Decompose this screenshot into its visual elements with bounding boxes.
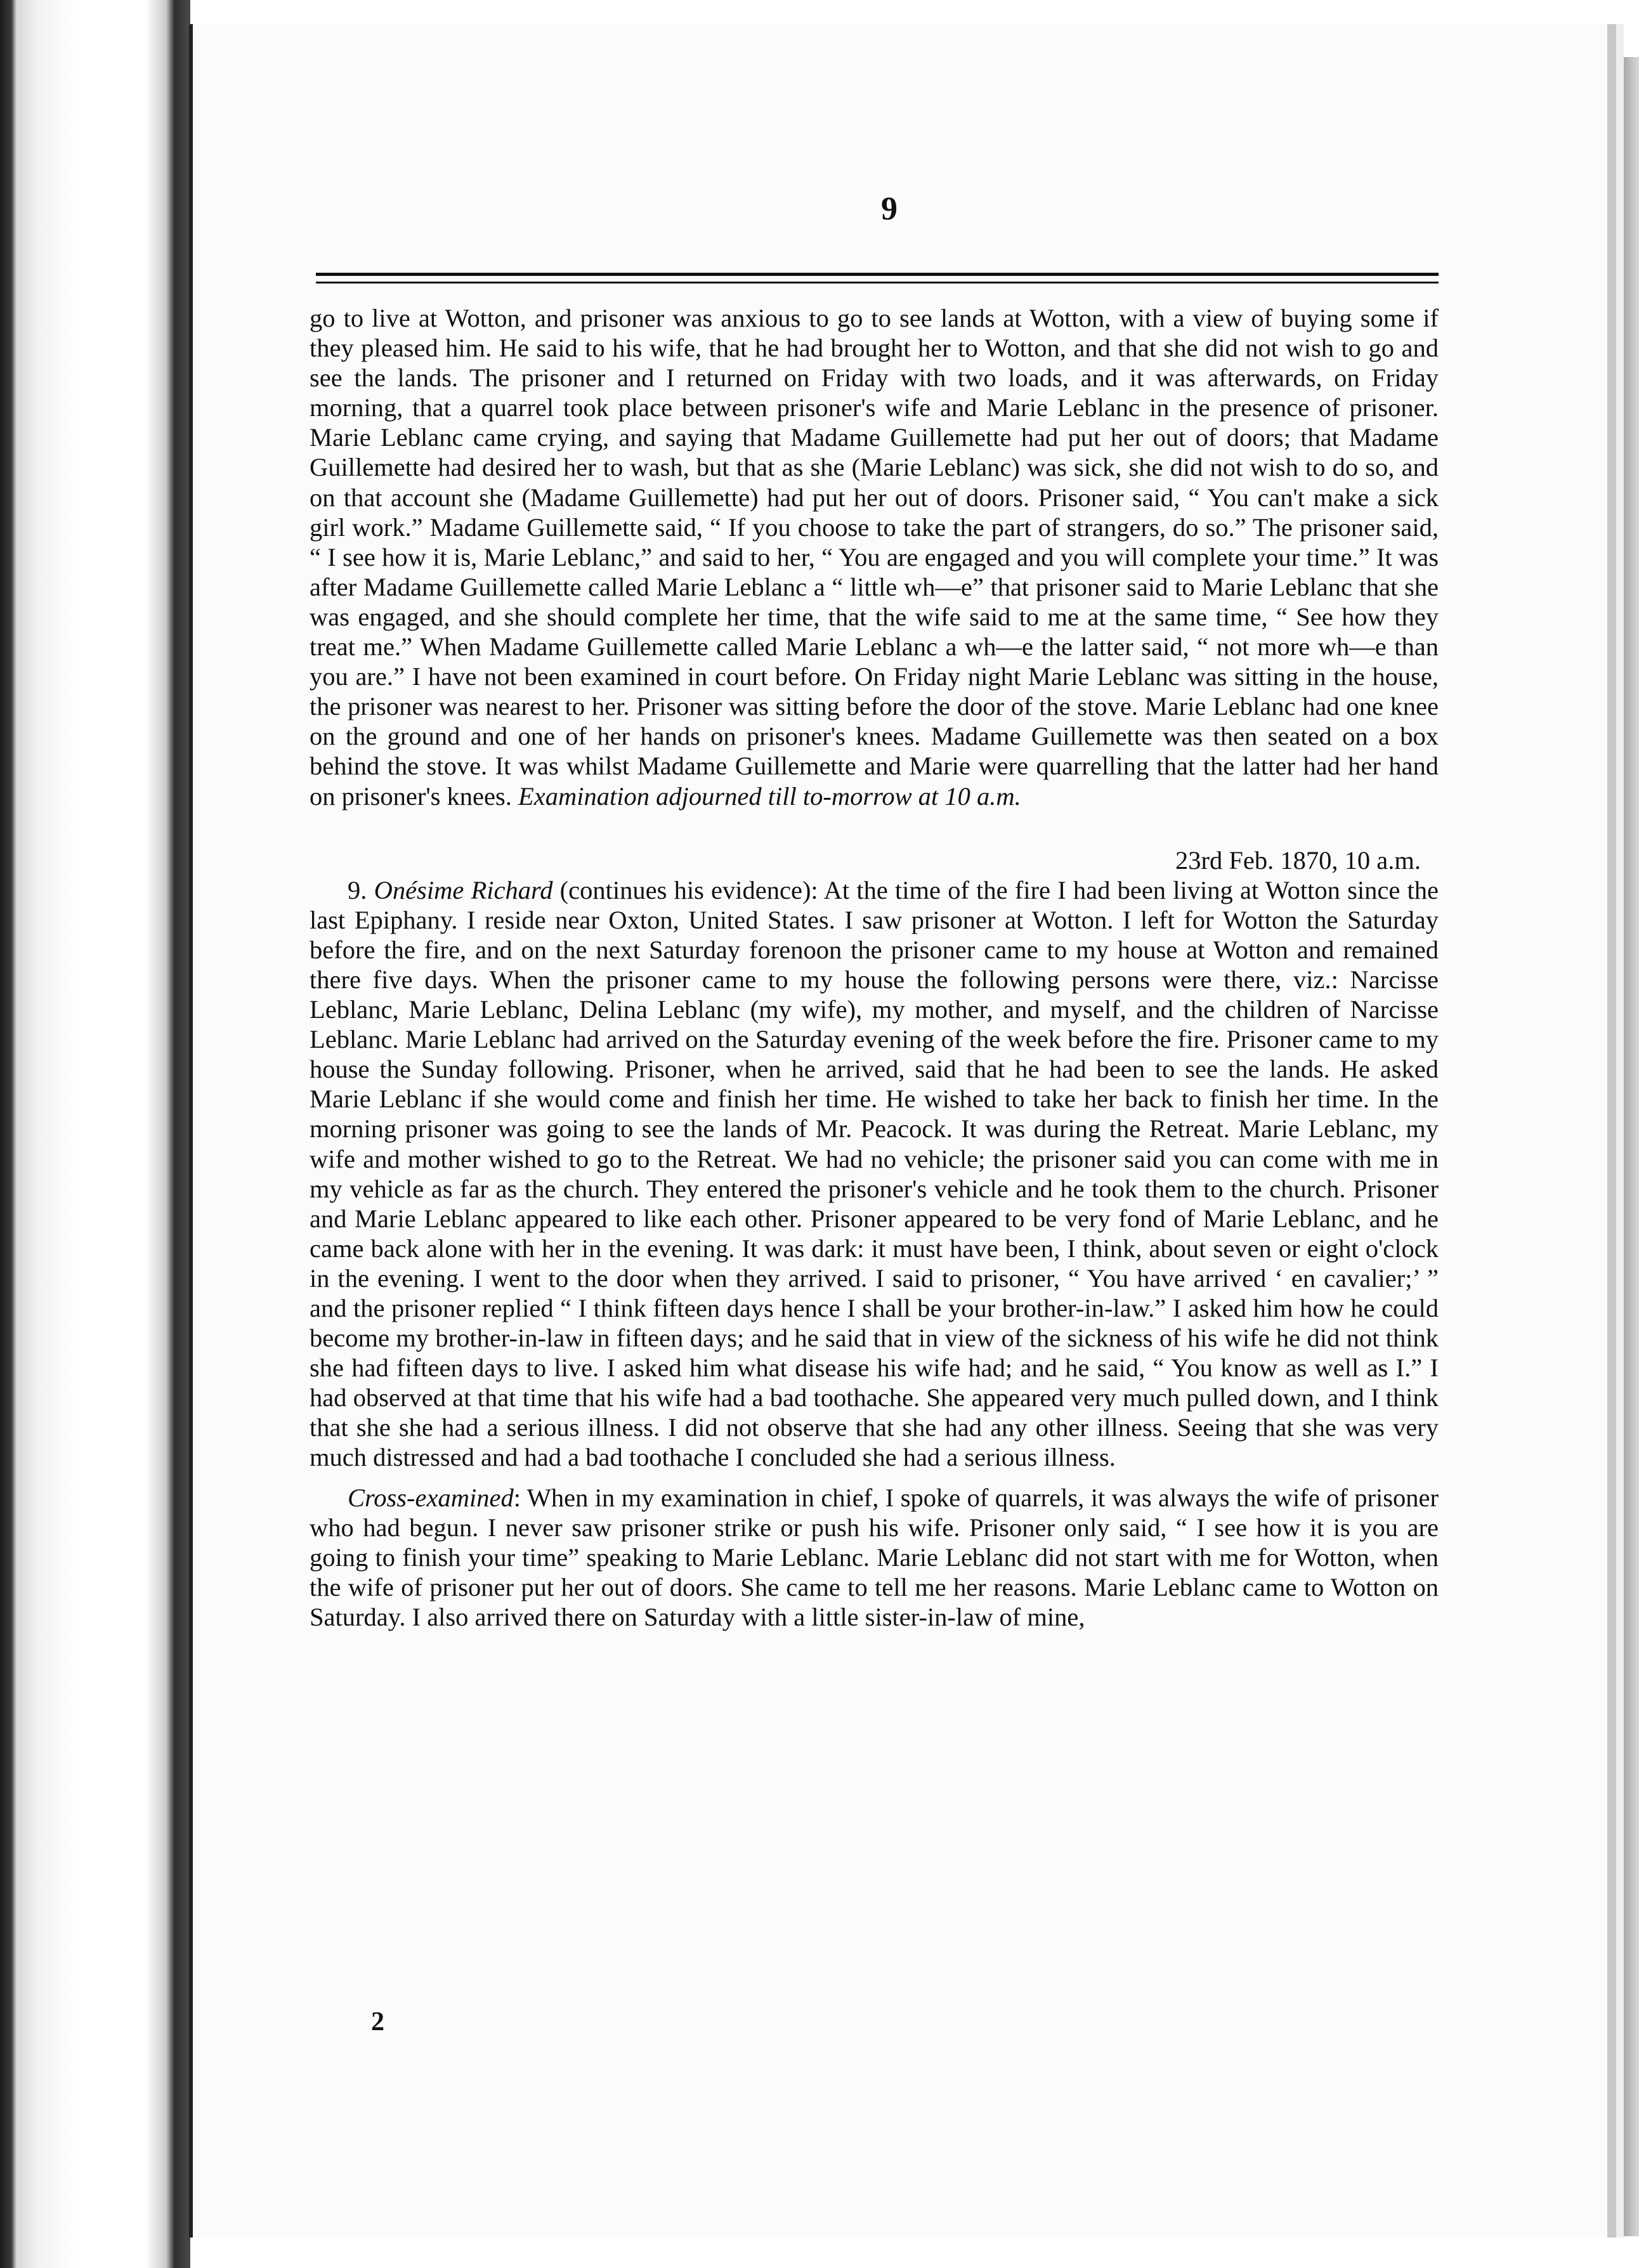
cross-examination-paragraph [310, 1483, 1439, 1632]
header-rule-thick [316, 273, 1439, 276]
body-text [310, 303, 1439, 1632]
witness-name: Onésime Richard [374, 875, 553, 904]
page-edge-shadow [1606, 57, 1639, 2236]
witness-number: 9. [348, 875, 367, 904]
paragraph-3-text: : When in my examination in chief, I spoke of quarrels, it was always the wife of prisoner who had begun. I never saw prisoner strike or push his wife. Prisoner only said, “ I see how it is you are going to finish your time” speaking to Marie Leblanc. Marie Leblanc did not start with me for Wotton, when the wife of prisoner put her out of doors. She came to tell me her reasons. Marie Leblanc came to Wotton on Saturday. I also arrived there on Saturday with a little sister-in-law of mine, [310, 1483, 1439, 1631]
paragraph-1-text: go to live at Wotton, and prisoner was anxious to go to see lands at Wotton, with a view of buying some if they pleased him. He said to his wife, that he had brought her to Wotton, and that she did not wish to go and see the lands. The prisoner and I returned on Friday with two loads, and it was afterwards, on Friday morning, that a quarrel took place between prisoner's wife and Marie Leblanc in the presence of prisoner. Marie Leblanc came crying, and saying that Madame Guillemette had put her out of doors; that Madame Guillemette had desired her to wash, but that as she (Marie Leblanc) was sick, she did not wish to do so, and on that account she (Madame Guillemette) had put her out of doors. Prisoner said, “ You can't make a sick girl work.” Madame Guillemette said, “ If you choose to take the part of strangers, do so.” The prisoner said, “ I see how it is, Marie Leblanc,” and said to her, “ You are engaged and you will complete your time.” It was after Madame Guillemette called Marie Leblanc a “ little wh—e” that prisoner said to Marie Leblanc that she was engaged, and she should complete her time, that the wife said to me at the same time, “ See how they treat me.” When Madame Guillemette called Marie Leblanc a wh—e the latter said, “ not more wh—e than you are.” I have not been examined in court before. On Friday night Marie Leblanc was sitting in the house, the prisoner was nearest to her. Prisoner was sitting before the door of the stove. Marie Leblanc had one knee on the ground and one of her hands on prisoner's knees. Madame Guillemette was then seated on a box behind the stove. It was whilst Madame Guillemette and Marie were quarrelling that the latter had her hand on prisoner's knees. [310, 304, 1439, 811]
book-spine-edge [0, 0, 190, 2268]
signature-mark: 2 [371, 2007, 384, 2037]
session-date: 23rd Feb. 1870, 10 a.m. [1175, 845, 1421, 875]
cross-examined-label: Cross-examined [348, 1483, 514, 1512]
adjournment-note: Examination adjourned till to-morrow at 10 a.m. [518, 781, 1021, 811]
page-number: 9 [881, 191, 898, 227]
testimony-paragraph-1 [310, 303, 1439, 811]
testimony-paragraph-2 [310, 875, 1439, 1473]
paragraph-2-text: (continues his evidence): At the time of the fire I had been living at Wotton since the last Epiphany. I reside near Oxton, United States. I saw prisoner at Wotton. I left for Wotton the Saturday before the fire, and on the next Saturday forenoon the prisoner came to my house at Wotton and remained there five days. When the prisoner came to my house the following persons were there, viz.: Narcisse Leblanc, Marie Leblanc, Delina Leblanc (my wife), my mother, and myself, and the children of Narcisse Leblanc. Marie Leblanc had arrived on the Saturday evening of the week before the fire. Prisoner came to my house the Sunday following. Prisoner, when he arrived, said that he had been to see the lands. He asked Marie Leblanc if she would come and finish her time. He wished to take her back to finish her time. In the morning prisoner was going to see the lands of Mr. Peacock. It was during the Retreat. Marie Leblanc, my wife and mother wished to go to the Retreat. We had no vehicle; the prisoner said you can come with me in my vehicle as far as the church. They entered the prisoner's vehicle and he took them to the church. Prisoner and Marie Leblanc appeared to like each other. Prisoner appeared to be very fond of Marie Leblanc, and he came back alone with her in the evening. It was dark: it must have been, I think, about seven or eight o'clock in the evening. I went to the door when they arrived. I said to prisoner, “ You have arrived ‘ en cavalier;’ ” and the prisoner replied “ I think fifteen days hence I shall be your brother-in-law.” I asked him how he could become my brother-in-law in fifteen days; and he said that in view of the sickness of his wife he did not think she had fifteen days to live. I asked him what disease his wife had; and he said, “ You know as well as I.” I had observed at that time that his wife had a bad toothache. She appeared very much pulled down, and I think that she she had a serious illness. I did not observe that she had any other illness. Seeing that she was very much distressed and had a bad toothache I concluded she had a serious illness. [310, 875, 1439, 1472]
header-rule-thin [316, 282, 1439, 284]
